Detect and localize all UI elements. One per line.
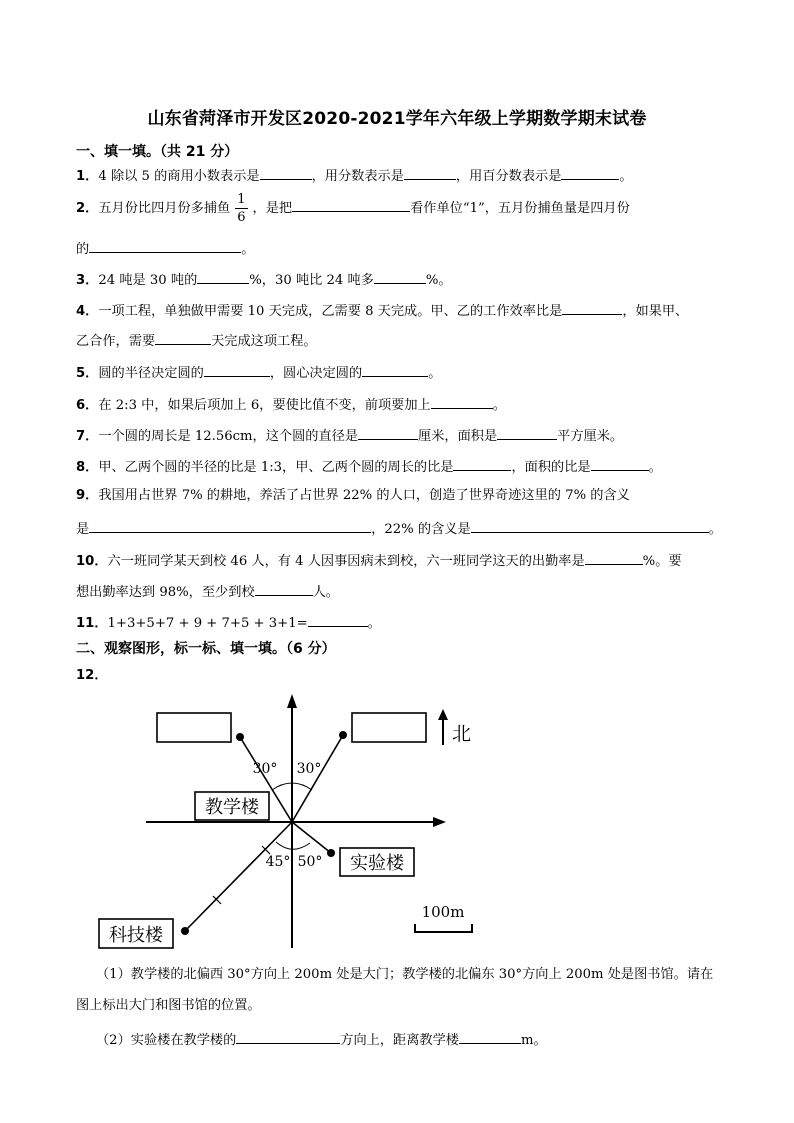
question-text: 是 — [76, 522, 90, 537]
section-1-heading: 一、填一填。（共 21 分） — [76, 144, 239, 160]
question-text: 24 吨是 30 吨的 — [98, 273, 198, 288]
sub-question-1 — [96, 966, 713, 984]
question-text: 。 — [367, 616, 381, 631]
angle-label-ne: 30° — [296, 761, 322, 777]
question-number: 5． — [76, 366, 99, 381]
question-text: %。要 — [642, 554, 682, 569]
question-text: 一项工程，单独做甲需要 10 天完成，乙需要 8 天完成。甲、乙的工作效率比是 — [98, 304, 563, 319]
question-text: ，面积的比是 — [511, 460, 591, 475]
question-number: 12． — [76, 668, 108, 683]
north-label: 北 — [452, 723, 472, 745]
question-text: 。 — [619, 169, 633, 184]
question-text: ，22% 的含义是 — [371, 522, 471, 537]
point-marker — [327, 849, 335, 857]
fraction-denominator: 6 — [237, 210, 246, 225]
point-marker — [339, 731, 347, 739]
question-text: 图上标出大门和图书馆的位置。 — [76, 998, 261, 1013]
question-text: 1+3+5+7 + 9 + 7+5 + 3+1= — [107, 616, 308, 631]
question-text: 我国用占世界 7% 的耕地，养活了占世界 22% 的人口，创造了世界奇迹这里的 7% 的含义 — [98, 488, 630, 503]
question-text: 平方厘米。 — [557, 429, 624, 444]
question-text: %。 — [425, 273, 452, 288]
question-number: 2． — [76, 201, 99, 216]
answer-blank[interactable] — [236, 1029, 340, 1044]
question-text: %，30 吨比 24 吨多 — [249, 273, 374, 288]
question-number: 6． — [76, 398, 99, 413]
question-text: ，是把 — [252, 201, 293, 216]
question-number: 8． — [76, 460, 99, 475]
angle-label-sw: 45° — [265, 854, 291, 870]
question-number: 7． — [76, 429, 99, 444]
question-text: 天完成这项工程。 — [211, 334, 317, 349]
question-text: 。 — [648, 460, 662, 475]
teaching-building-label: 教学楼 — [205, 797, 259, 818]
question-number: 1． — [76, 169, 99, 184]
vertical-axis-arrow — [287, 694, 297, 708]
question-text: 想出勤率达到 98%，至少到校 — [76, 585, 255, 600]
question-text: 人。 — [312, 585, 339, 600]
question-number: 10． — [76, 554, 108, 569]
question-text: 甲、乙两个圆的半径的比是 1:3，甲、乙两个圆的周长的比是 — [98, 460, 454, 475]
question-text: ，用百分数表示是 — [455, 169, 562, 184]
angle-label-se: 50° — [297, 854, 323, 870]
question-text: 方向上，距离教学楼 — [340, 1033, 459, 1048]
question-text: ，用分数表示是 — [311, 169, 404, 184]
question-text: 。 — [241, 242, 255, 257]
north-arrow-head — [438, 709, 448, 720]
question-number: 9． — [76, 488, 99, 503]
question-text: 在 2:3 中，如果后项加上 6，要使比值不变，前项要加上 — [98, 398, 431, 413]
tech-building-label: 科技楼 — [109, 925, 163, 946]
tick-mark — [262, 846, 270, 854]
question-text: m。 — [520, 1033, 547, 1048]
scale-bar — [415, 924, 472, 932]
tick-mark — [213, 896, 221, 904]
question-text: 一个圆的周长是 12.56cm，这个圆的直径是 — [98, 429, 359, 444]
question-text: 看作单位“1”，五月份捕鱼量是四月份 — [410, 201, 630, 216]
horizontal-axis-arrow — [433, 817, 446, 827]
sub-question-2 — [96, 1029, 547, 1050]
sub-question-1-cont — [76, 997, 261, 1015]
empty-label-box-left[interactable] — [157, 713, 231, 742]
question-text: 。 — [428, 366, 442, 381]
point-marker — [236, 733, 244, 741]
question-number: 11． — [76, 616, 108, 631]
question-text: 4 除以 5 的商用小数表示是 — [98, 169, 260, 184]
question-text: ，圆心决定圆的 — [269, 366, 363, 381]
question-number: 3． — [76, 273, 99, 288]
angle-label-nw: 30° — [252, 761, 278, 777]
question-text: 。 — [492, 398, 506, 413]
question-text: 五月份比四月份多捕鱼 — [98, 201, 231, 216]
question-text: （2）实验楼在教学楼的 — [96, 1033, 237, 1048]
question-text: （1）教学楼的北偏西 30°方向上 200m 处是大门；教学楼的北偏东 30°方向上 200m 处是图书馆。请在 — [96, 967, 714, 982]
question-text: 乙合作，需要 — [76, 334, 156, 349]
fraction-numerator: 1 — [237, 192, 246, 207]
answer-blank[interactable] — [459, 1029, 521, 1044]
point-marker — [181, 927, 189, 935]
question-text: 。 — [708, 522, 722, 537]
question-text: 厘米，面积是 — [418, 429, 498, 444]
scale-label: 100m — [421, 903, 465, 921]
ray-northeast — [292, 735, 343, 822]
question-text: 的 — [76, 242, 90, 257]
lab-building-label: 实验楼 — [350, 853, 404, 874]
question-text: 圆的半径决定圆的 — [98, 366, 204, 381]
exam-title: 山东省菏泽市开发区2020-2021学年六年级上学期数学期末试卷 — [147, 109, 647, 129]
empty-label-box-right[interactable] — [352, 713, 426, 742]
section-2-heading: 二、观察图形，标一标、填一填。（6 分） — [76, 641, 336, 657]
question-text: ，如果甲、 — [622, 304, 689, 319]
question-number: 4． — [76, 304, 99, 319]
question-text: 六一班同学某天到校 46 人，有 4 人因事因病未到校，六一班同学这天的出勤率是 — [107, 554, 585, 569]
ray-southwest-to-tech — [185, 822, 292, 931]
